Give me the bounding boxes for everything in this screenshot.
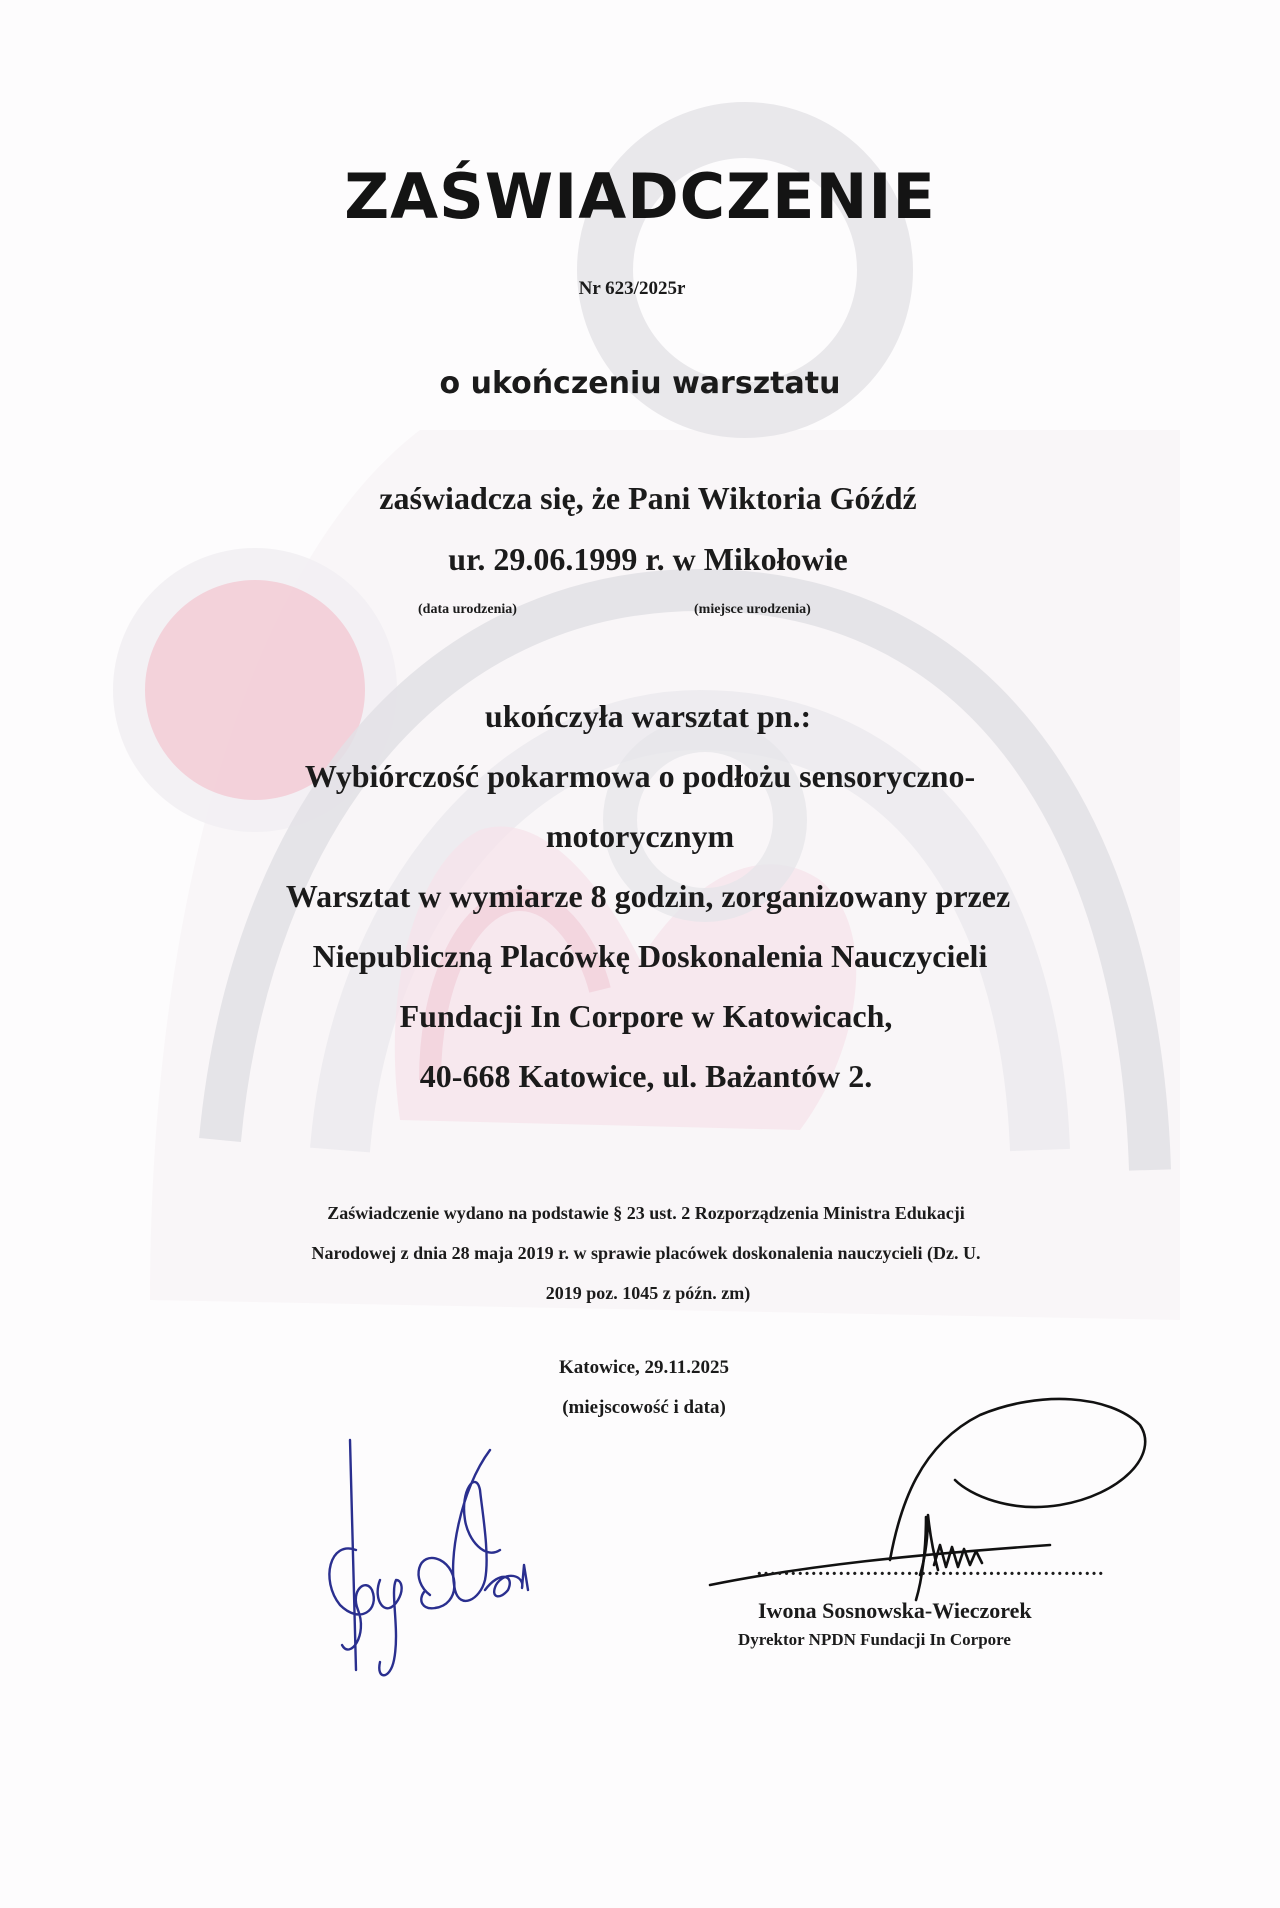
certificate-title: ZAŚWIADCZENIE [344,160,936,233]
organizer-address: 40-668 Katowice, ul. Bażantów 2. [419,1058,873,1094]
completed-statement: ukończyła warsztat pn.: [484,698,812,734]
course-title-line-1: Wybiórczość pokarmowa o podłożu sensoryczno- [304,758,976,794]
certificate-subtitle: o ukończeniu warsztatu [439,366,841,401]
workshop-hours: Warsztat w wymiarze 8 godzin, zorganizowany przez [285,878,1011,914]
legal-basis-line-2: Narodowej z dnia 28 maja 2019 r. w sprawie placówek doskonalenia nauczycieli (Dz. U. [311,1243,981,1263]
certifies-statement: zaświadcza się, że Pani Wiktoria Góźdź [379,480,917,516]
issue-place-date-caption: (miejscowość i data) [562,1397,726,1418]
signature-line: …………………………………………… [756,1558,1105,1580]
certificate-number: Nr 623/2025r [578,278,686,299]
birth-date-caption: (data urodzenia) [418,602,517,617]
birth-place-caption: (miejsce urodzenia) [694,602,811,617]
organizer-line-2: Fundacji In Corpore w Katowicach, [399,998,893,1034]
birth-details: ur. 29.06.1999 r. w Mikołowie [448,541,848,577]
issue-place-date: Katowice, 29.11.2025 [559,1357,729,1378]
legal-basis-line-1: Zaświadczenie wydano na podstawie § 23 ust. 2 Rozporządzenia Ministra Edukacji [327,1203,965,1223]
handwritten-signature-left [310,1430,550,1690]
signer-name: Iwona Sosnowska-Wieczorek [758,1598,1032,1623]
organizer-line-1: Niepubliczną Placówkę Doskonalenia Nauczycieli [312,938,988,974]
legal-basis-line-3: 2019 poz. 1045 z późn. zm) [545,1283,751,1303]
course-title-line-2: motorycznym [545,818,735,854]
signer-role: Dyrektor NPDN Fundacji In Corpore [738,1630,1011,1649]
